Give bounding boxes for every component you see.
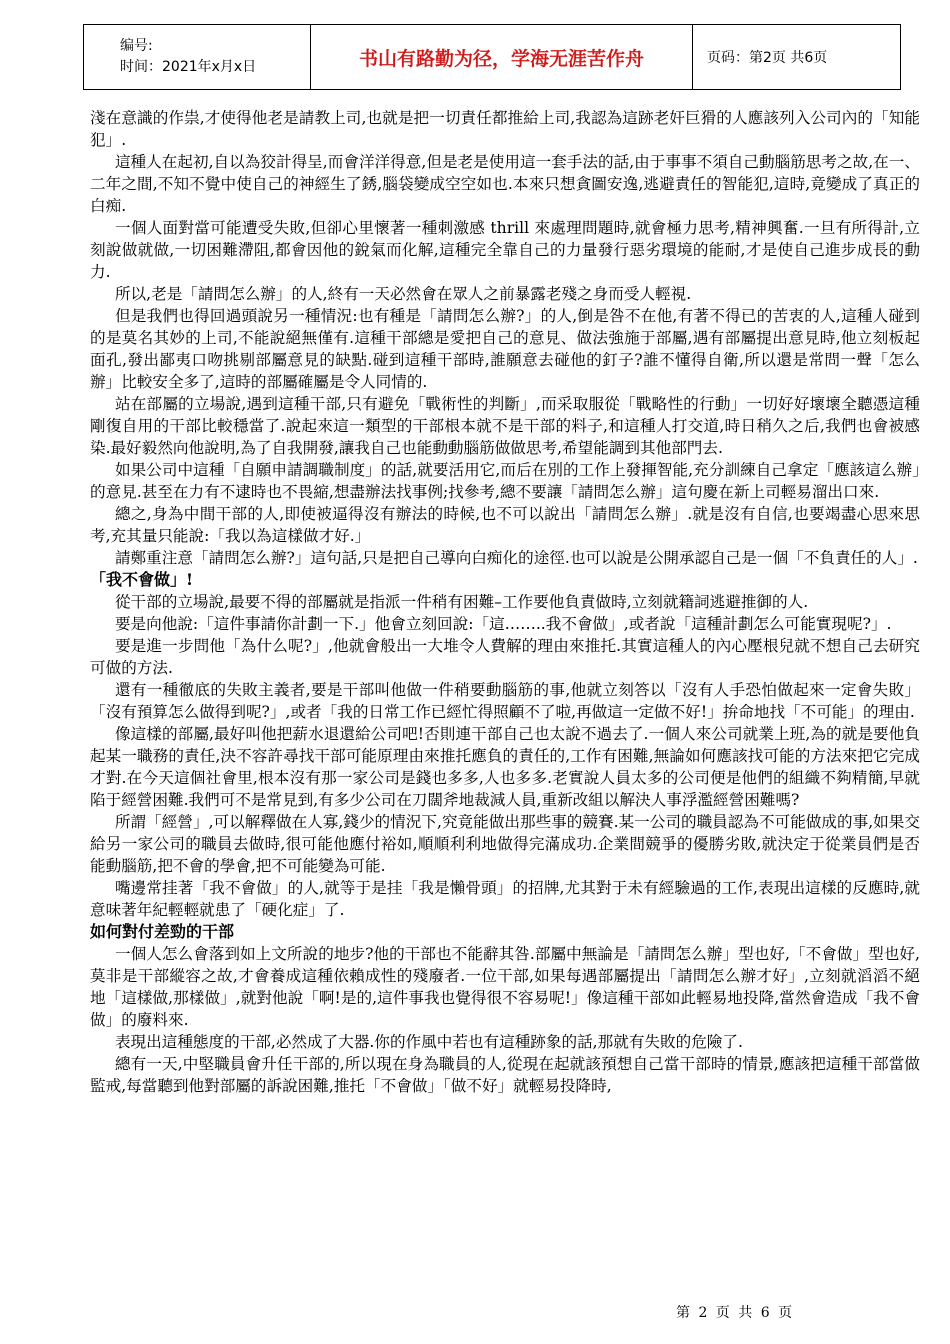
paragraph: 但是我們也得回過頭說另一種情況:也有種是「請問怎么辦?」的人,倒是咎不在他,有著不得已的苦衷的人,這種人碰到的是莫名其妙的上司,不能說絕無僅有.這種干部總是愛把自己的意見、做法強施于部屬,遇有部屬提出意見時,他立刻板起面孔,發出鄙夷口吻挑剔部屬意見的缺點.碰到這種干部時,誰願意去碰他的釘子?誰不懂得自衛,所以還是常問一聲「怎么辦」比較安全多了,這時的部屬確屬是令人同情的.	[90, 307, 920, 391]
motto-text: 书山有路勤为径，学海无涯苦作舟	[358, 47, 644, 70]
paragraph: 總有一天,中堅職員會升任干部的,所以現在身為職員的人,從現在起就該預想自己當干部時的情景,應該把這種干部當做監戒,每當聽到他對部屬的訴說困難,推托「不會做」「做不好」就輕易投降時,	[90, 1055, 920, 1095]
paragraph: 一個人面對當可能遭受失敗,但卻心里懷著一種刺激感 thrill 來處理問題時,就會極力思考,精神興奮.一旦有所得計,立刻說做就做,一切困難滯阻,都會因他的銳氣而化解,這種完全靠自己的力量發行惡劣環境的能耐,才是使自己進步成長的動力.	[90, 219, 920, 281]
document-body	[90, 107, 920, 1097]
header-motto	[311, 25, 693, 89]
paragraph: 像這樣的部屬,最好叫他把薪水退還給公司吧!否則連干部自己也太說不過去了.一個人來公司就業上班,為的就是要他負起某一職務的責任,決不容許尋找干部可能原理由來推托應負的責任的,工作有困難,無論如何應該找可能的方法來把它完成才對.在今天這個社會里,根本沒有那一家公司是錢也多多,人也多多.老實說人員太多的公司便是他們的組織不夠精簡,早就陷于經營困難.我們可不是常見到,有多少公司在刀闊斧地裁減人員,重新改組以解決人事浮濫經營困難嗎?	[90, 725, 920, 809]
time-label: 时间：2021年x月x日	[120, 59, 257, 75]
section-heading: 如何對付差勁的干部	[90, 922, 235, 941]
page-info-text: 页码：第2页 共6页	[707, 50, 828, 66]
paragraph: 嘴邊常挂著「我不會做」的人,就等于是挂「我是懶骨頭」的招牌,尤其對于未有經驗過的工作,表現出這樣的反應時,就意味著年紀輕輕就患了「硬化症」了.	[90, 879, 920, 919]
section-heading: 「我不會做」!	[90, 570, 194, 589]
paragraph: 所謂「經營」,可以解釋做在人寡,錢少的情況下,究竟能做出那些事的競賽.某一公司的職員認為不可能做成的事,如果交給另一家公司的職員去做時,很可能他應付裕如,順順利利地做得完滿成功.企業間競爭的優勝劣敗,就決定于從業員們是否能動腦筋,把不會的學會,把不可能變為可能.	[90, 813, 920, 875]
paragraph: 總之,身為中間干部的人,即使被逼得沒有辦法的時候,也不可以說出「請問怎么辦」.就是沒有自信,也要竭盡心思來思考,充其量只能說:「我以為這樣做才好.」	[90, 505, 920, 545]
page-footer: 第 2 页 共 6 页	[676, 1305, 795, 1321]
number-label: 编号:	[120, 38, 153, 54]
paragraph: 淺在意識的作祟,才使得他老是請教上司,也就是把一切責任都推給上司,我認為這跡老奸巨猾的人應該列入公司內的「知能犯」.	[90, 109, 920, 149]
paragraph: 這種人在起初,自以為狡計得呈,而會洋洋得意,但是老是使用這一套手法的話,由于事事不須自己動腦筋思考之故,在一、二年之間,不知不覺中使自己的神經生了銹,腦袋變成空空如也.本來只想貪圖安逸,逃避責任的智能犯,這時,竟變成了真正的白痴.	[90, 153, 920, 215]
page-header	[83, 24, 901, 90]
paragraph: 站在部屬的立場說,遇到這種干部,只有避免「戰術性的判斷」,而采取服從「戰略性的行動」一切好好壞壞全聽憑這種剛復自用的干部比較穩當了.說起來這一類型的干部根本就不是干部的料子,和這種人打交道,時日稍久之后,我們也會被感染.最好毅然向他說明,為了自我開發,讓我自己也能動動腦筋做做思考,希望能調到其他部門去.	[90, 395, 920, 457]
paragraph: 還有一種徹底的失敗主義者,要是干部叫他做一件稍要動腦筋的事,他就立刻答以「沒有人手恐怕做起來一定會失敗」「沒有預算怎么做得到呢?」,或者「我的日常工作已經忙得照顧不了啦,再做這一定做不好!」拚命地找「不可能」的理由.	[90, 681, 920, 721]
header-page-info	[693, 25, 900, 89]
paragraph: 請鄭重注意「請問怎么辦?」這句話,只是把自己導向白痴化的途徑.也可以說是公開承認自己是一個「不負責任的人」.	[114, 549, 918, 567]
paragraph: 如果公司中這種「自願申請調職制度」的話,就要活用它,而后在別的工作上發揮智能,充分訓練自己拿定「應該這么辦」的意見.甚至在力有不逮時也不畏縮,想盡辦法找事例;找參考,總不要讓「請問怎么辦」這句慶在新上司輕易溜出口來.	[90, 461, 920, 501]
paragraph: 要是進一步問他「為什么呢?」,他就會般出一大堆令人費解的理由來推托.其實這種人的內心壓根兒就不想自己去研究可做的方法.	[90, 637, 920, 677]
paragraph: 表現出這種態度的干部,必然成了大器.你的作風中若也有這種跡象的話,那就有失敗的危險了.	[114, 1033, 743, 1051]
paragraph: 從干部的立場說,最要不得的部屬就是指派一件稍有困難–工作要他負責做時,立刻就籍詞逃避推御的人.	[114, 593, 809, 611]
paragraph: 一個人怎么會落到如上文所說的地步?他的干部也不能辭其咎.部屬中無論是「請問怎么辦」型也好,「不會做」型也好,莫非是干部縱容之故,才會養成這種依賴成性的殘廢者.一位干部,如果每遇部屬提出「請問怎么辦才好」,立刻就滔滔不絕地「這樣做,那樣做」,就對他說「啊!是的,這件事我也覺得很不容易呢!」像這種干部如此輕易地投降,當然會造成「我不會做」的廢料來.	[90, 945, 920, 1029]
paragraph: 要是向他說:「這件事請你計劃一下.」他會立刻回說:「這……..我不會做」,或者說「這種計劃怎么可能實現呢?」.	[114, 615, 892, 633]
paragraph: 所以,老是「請問怎么辦」的人,終有一天必然會在眾人之前暴露老殘之身而受人輕視.	[114, 285, 692, 303]
header-meta	[84, 25, 311, 89]
